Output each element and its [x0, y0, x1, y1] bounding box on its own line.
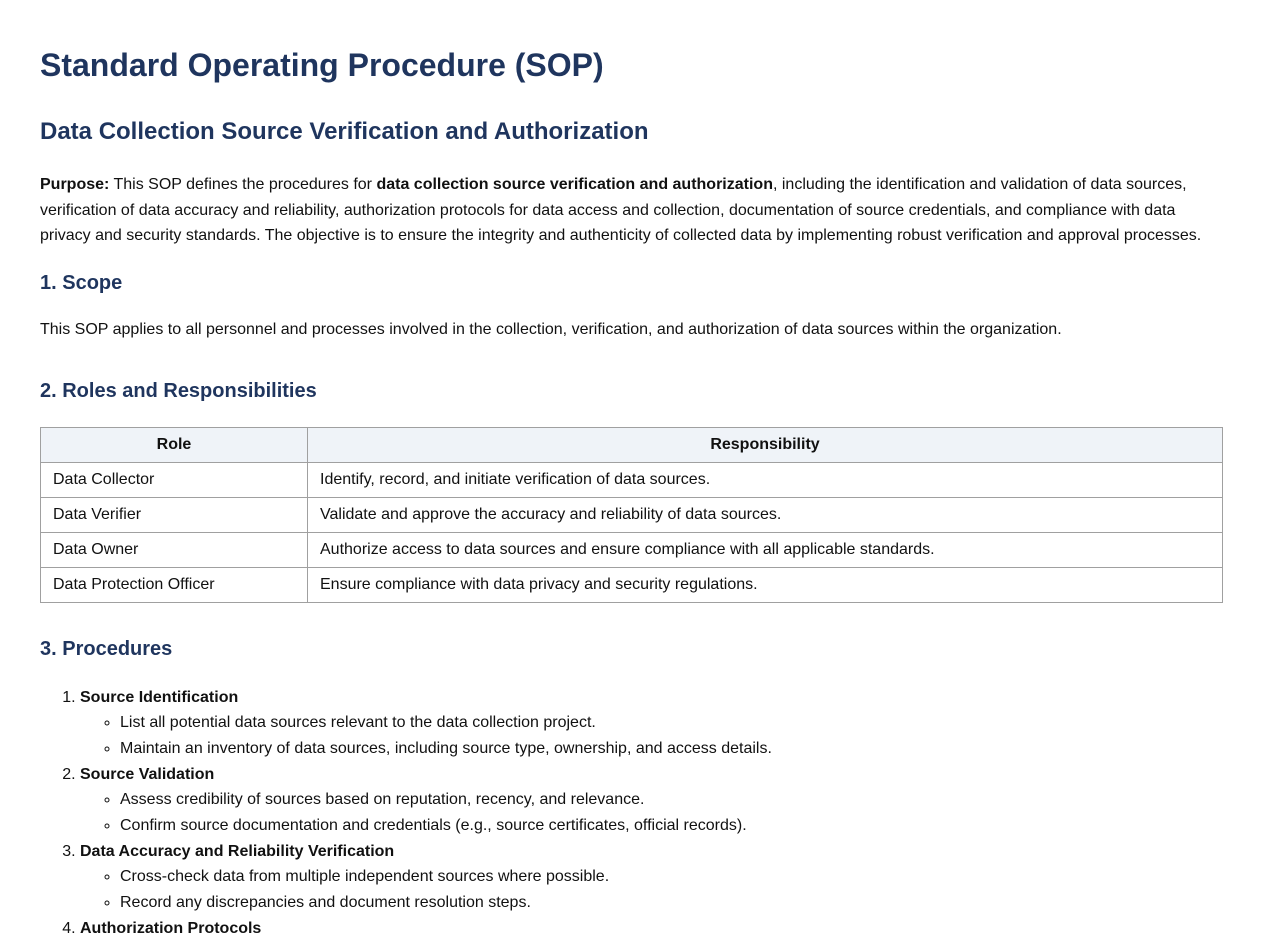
step-title: Data Accuracy and Reliability Verification: [80, 842, 395, 860]
role-cell: Data Protection Officer: [41, 567, 308, 602]
purpose-paragraph: [40, 172, 1223, 249]
table-row: [41, 462, 1223, 497]
step-sublist: [80, 787, 1223, 838]
procedure-step: [80, 685, 1223, 762]
responsibility-cell: Identify, record, and initiate verification of data sources.: [308, 462, 1223, 497]
step-title: Source Validation: [80, 765, 215, 783]
roles-heading: 2. Roles and Responsibilities: [40, 379, 317, 402]
step-title: Authorization Protocols: [80, 919, 262, 937]
scope-text: This SOP applies to all personnel and processes involved in the collection, verification, and authorization of data sources within the organization.: [40, 320, 1062, 338]
purpose-highlight: data collection source verification and authorization: [376, 176, 773, 193]
role-cell: Data Owner: [41, 532, 308, 567]
step-sublist: [80, 710, 1223, 761]
purpose-text-before: This SOP defines the procedures for: [109, 176, 377, 193]
purpose-text-after: , including the identification and validation of data sources, verification of data accuracy and reliability, authorization protocols for data access and collection, documentation of source credentials, and compliance with data privacy and security standards. The objective is to ensure the integrity and authenticity of collected data by implementing robust verification and approval processes.: [40, 176, 1202, 244]
responsibility-cell: Authorize access to data sources and ensure compliance with all applicable standards.: [308, 532, 1223, 567]
role-cell: Data Collector: [41, 462, 308, 497]
column-header-role: Role: [41, 427, 308, 462]
procedures-list: [40, 685, 1223, 942]
scope-heading: 1. Scope: [40, 271, 123, 294]
table-row: [41, 497, 1223, 532]
document-subtitle: Data Collection Source Verification and Authorization: [40, 118, 649, 145]
table-row: [41, 567, 1223, 602]
table-header-row: [41, 427, 1223, 462]
list-item: ◦ Record any discrepancies and document resolution steps.: [120, 890, 1223, 916]
procedure-step: [80, 916, 1223, 942]
responsibility-cell: Ensure compliance with data privacy and security regulations.: [308, 567, 1223, 602]
table-row: [41, 532, 1223, 567]
column-header-responsibility: Responsibility: [308, 427, 1223, 462]
list-item: ◦ Assess credibility of sources based on reputation, recency, and relevance.: [120, 787, 1223, 813]
list-item: ◦ List all potential data sources relevant to the data collection project.: [120, 710, 1223, 736]
responsibility-cell: Validate and approve the accuracy and reliability of data sources.: [308, 497, 1223, 532]
list-item: ◦ Confirm source documentation and credentials (e.g., source certificates, official records).: [120, 813, 1223, 839]
purpose-label: Purpose:: [40, 176, 110, 193]
list-item: ◦ Maintain an inventory of data sources, including source type, ownership, and access details.: [120, 736, 1223, 762]
page-title: Standard Operating Procedure (SOP): [40, 47, 604, 83]
procedure-step: [80, 839, 1223, 916]
step-sublist: [80, 864, 1223, 915]
step-title: Source Identification: [80, 688, 239, 706]
list-item: ◦ Cross-check data from multiple independent sources where possible.: [120, 864, 1223, 890]
procedures-heading: 3. Procedures: [40, 637, 173, 660]
role-cell: Data Verifier: [41, 497, 308, 532]
procedure-step: [80, 762, 1223, 839]
roles-table: [40, 427, 1223, 603]
